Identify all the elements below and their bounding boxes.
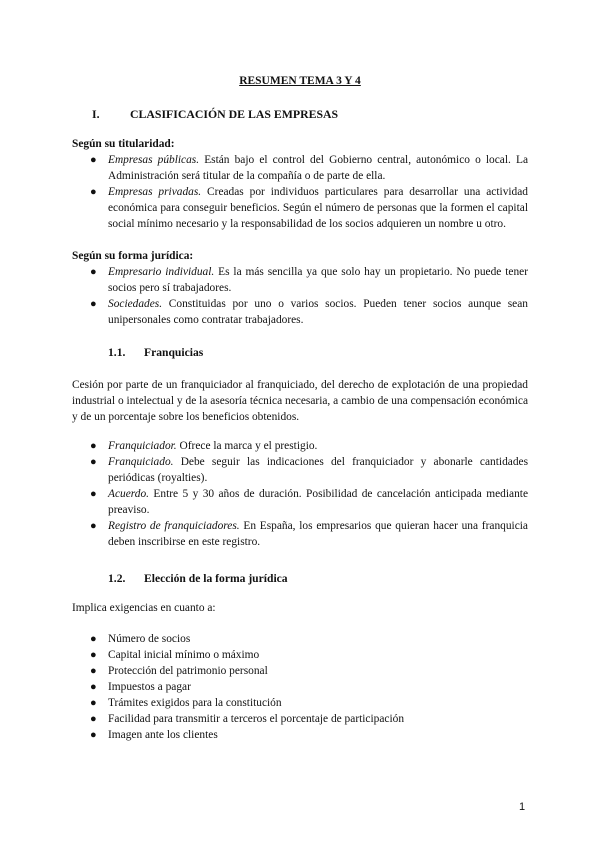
list-item (72, 631, 528, 647)
item-text: Impuestos a pagar (108, 681, 191, 693)
section-title: Franquicias (144, 346, 204, 359)
list-item (72, 486, 528, 518)
section-title: Elección de la forma jurídica (144, 572, 288, 585)
section-number: 1.2. (108, 572, 126, 585)
list-item (72, 184, 528, 232)
bullet-icon: ● (90, 633, 97, 645)
section-number: I. (92, 107, 100, 121)
bullet-icon: ● (90, 713, 97, 725)
eleccion-list (72, 631, 528, 743)
item-term: Empresario individual. (108, 266, 215, 278)
bullet-icon: ● (90, 266, 97, 278)
item-text: Creadas por individuos particulares para desarrollar una actividad económica para conseguir beneficios. Según el número de personas que la formen el capital social mínimo necesario y la responsabilidad de los socios adquieren un nombre u otro. (108, 186, 528, 230)
page-number: 1 (519, 801, 526, 813)
eleccion-intro: Implica exigencias en cuanto a: (72, 602, 216, 614)
forma-juridica-block (72, 248, 528, 328)
item-term: Acuerdo. (108, 488, 150, 500)
item-term: Sociedades. (108, 298, 163, 310)
item-term: Registro de franquiciadores. (108, 520, 240, 532)
list-item (72, 296, 528, 328)
bullet-icon: ● (90, 665, 97, 677)
bullet-icon: ● (90, 649, 97, 661)
item-text: Imagen ante los clientes (108, 729, 218, 741)
section-heading-franquicias (108, 345, 203, 361)
item-term: Empresas públicas. (108, 154, 200, 166)
item-text: Número de socios (108, 633, 191, 645)
item-text: Es la más sencilla ya que solo hay un propietario. No puede tener socios pero sí trabajadores. (108, 266, 528, 294)
bullet-icon: ● (90, 697, 97, 709)
list-item (72, 264, 528, 296)
section-title: CLASIFICACIÓN DE LAS EMPRESAS (130, 107, 339, 121)
item-text: Constituidas por uno o varios socios. Pueden tener socios aunque sean unipersonales como contratar trabajadores. (108, 298, 528, 326)
item-term: Franquiciado. (108, 456, 174, 468)
bullet-icon: ● (90, 729, 97, 741)
list-item (72, 711, 528, 727)
item-text: Capital inicial mínimo o máximo (108, 649, 260, 661)
section-number: 1.1. (108, 346, 126, 359)
item-text: Protección del patrimonio personal (108, 665, 268, 677)
franquicias-paragraph: Cesión por parte de un franquiciador al franquiciado, del derecho de explotación de una propiedad industrial o intelectual y de la asesoría técnica necesaria, a cambio de una compensación económica y de un porcentaje sobre los beneficios obtenidos. (72, 379, 528, 423)
bullet-icon: ● (90, 488, 97, 500)
item-text: Facilidad para transmitir a terceros el porcentaje de participación (108, 713, 405, 725)
item-term: Franquiciador. (108, 440, 177, 452)
item-text: Debe seguir las indicaciones del franquiciador y abonarle cantidades periódicas (royalties). (108, 456, 528, 484)
list-item (72, 438, 528, 454)
list-item (72, 454, 528, 486)
bullet-icon: ● (90, 440, 97, 452)
section-heading-clasificacion (92, 106, 338, 122)
bullet-icon: ● (90, 186, 97, 198)
item-text: Trámites exigidos para la constitución (108, 697, 282, 709)
bullet-icon: ● (90, 298, 97, 310)
titularidad-list (72, 152, 528, 232)
subheading-forma-juridica: Según su forma jurídica: (72, 250, 194, 262)
forma-juridica-list (72, 264, 528, 328)
item-text: Ofrece la marca y el prestigio. (176, 440, 318, 452)
item-text: Entre 5 y 30 años de duración. Posibilidad de cancelación anticipada mediante preaviso. (108, 488, 528, 516)
bullet-icon: ● (90, 681, 97, 693)
list-item (72, 679, 528, 695)
subheading-titularidad: Según su titularidad: (72, 138, 175, 150)
list-item (72, 647, 528, 663)
bullet-icon: ● (90, 520, 97, 532)
eleccion-block (72, 631, 528, 743)
bullet-icon: ● (90, 456, 97, 468)
list-item (72, 152, 528, 184)
list-item (72, 727, 528, 743)
titularidad-block (72, 136, 528, 232)
document-title: RESUMEN TEMA 3 Y 4 (239, 75, 361, 87)
list-item (72, 518, 528, 550)
item-term: Empresas privadas. (108, 186, 202, 198)
list-item (72, 695, 528, 711)
franquicias-block (72, 438, 528, 550)
section-heading-eleccion (108, 571, 288, 587)
list-item (72, 663, 528, 679)
franquicias-list (72, 438, 528, 550)
bullet-icon: ● (90, 154, 97, 166)
item-text: En España, los empresarios que quieran hacer una franquicia deben inscribirse en este registro. (108, 520, 528, 548)
item-text: Están bajo el control del Gobierno central, autonómico o local. La Administración será titular de la compañía o de parte de ella. (108, 154, 528, 182)
